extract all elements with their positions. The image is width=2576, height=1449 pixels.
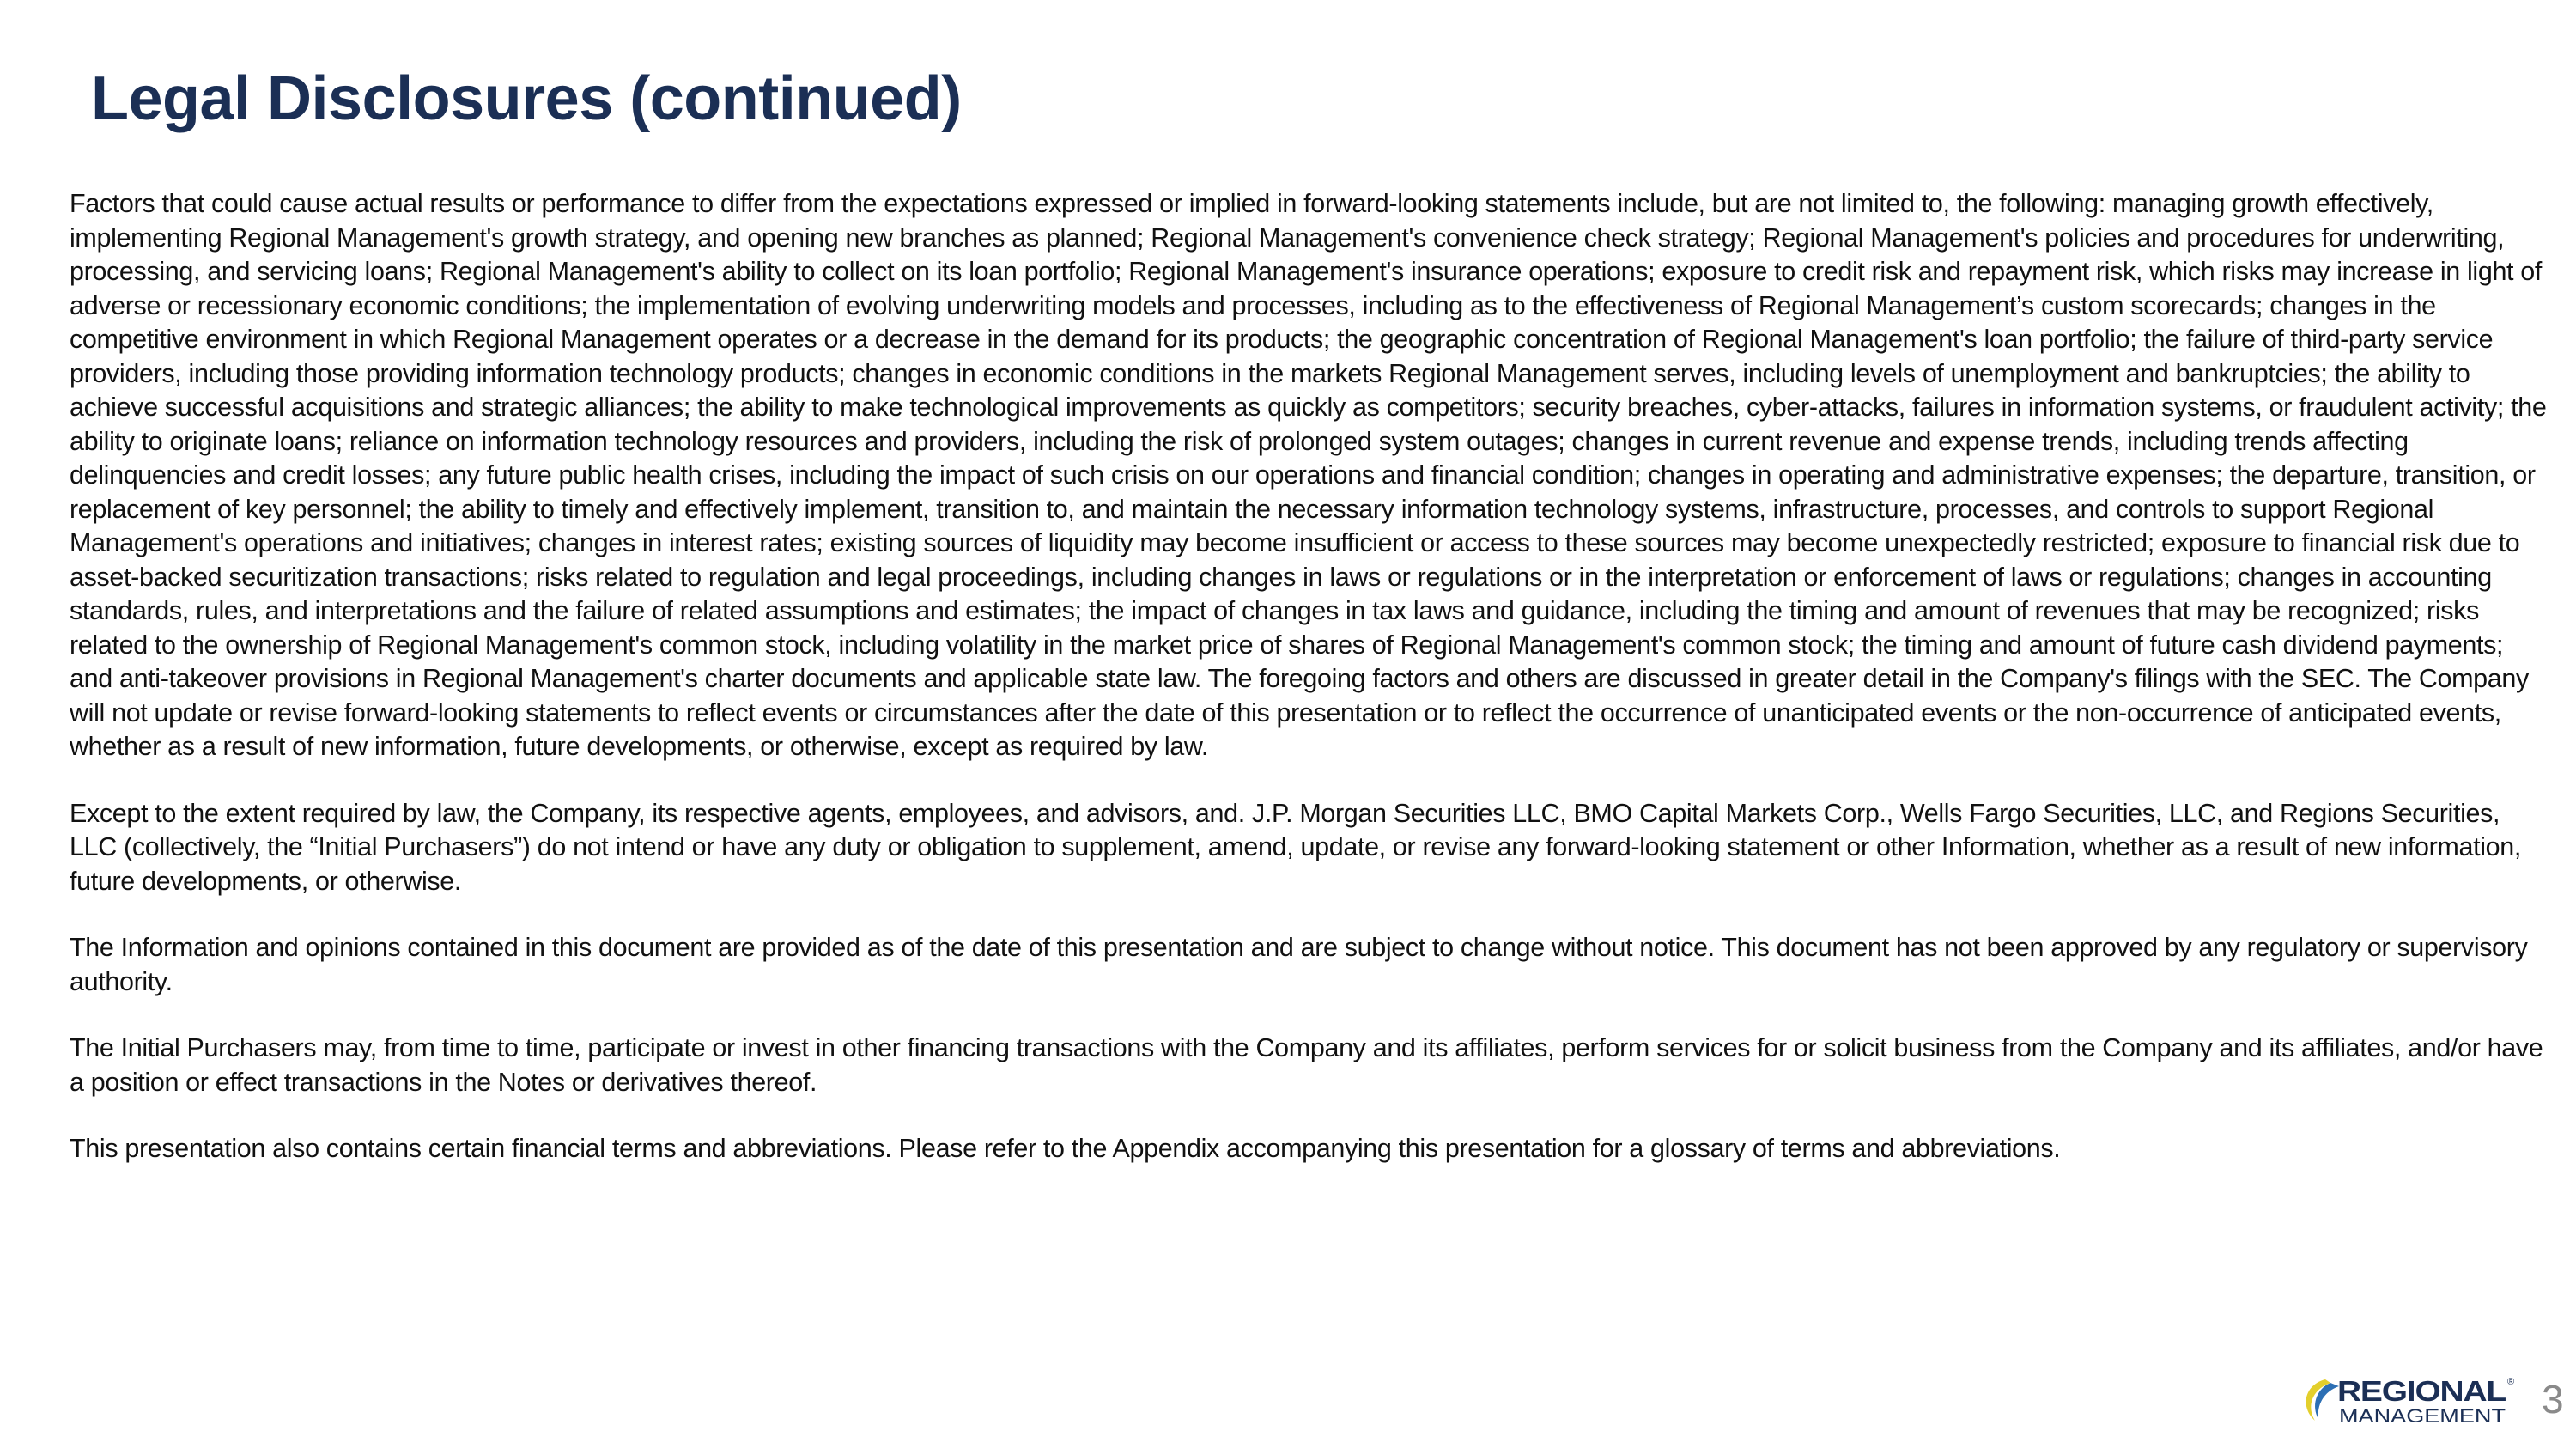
page-number: 3 (2542, 1377, 2564, 1422)
paragraph-glossary-reference: This presentation also contains certain financial terms and abbreviations. Please refer to the Appendix accompanying this presentation for a glossary of terms and abbreviations. (70, 1134, 2061, 1163)
logo-wordmark-top: REGIONAL (2337, 1375, 2506, 1407)
paragraph-initial-purchasers-transactions: The Initial Purchasers may, from time to time, participate or invest in other financing transactions with the Company and its affiliates, perform services for or solicit business from the Company and its affiliates, and/or have a position or effect transactions in the Notes or derivatives thereof. (70, 1033, 2543, 1097)
paragraph-initial-purchasers-no-duty: Except to the extent required by law, the Company, its respective agents, employees, and advisors, and. J.P. Morgan Securities LLC, BMO Capital Markets Corp., Wells Fargo Securities, LLC, and Regions Securities, LLC (collectively, the “Initial Purchasers”) do not intend or have any duty or obligation to supplement, amend, update, or revise any forward-looking statement or other Information, whether as a result of new information, future developments, or otherwise. (70, 798, 2522, 896)
paragraph-forward-looking-factors: Factors that could cause actual results or performance to differ from the expectations expressed or implied in forward-looking statements include, but are not limited to, the following: managing growth effectively, implementing Regional Management's growth strategy, and opening new branches as planned; Regional Management's convenience check strategy; Regional Management's policies and procedures for underwriting, processing, and servicing loans; Regional Management's ability to collect on its loan portfolio; Regional Management's insurance operations; exposure to credit risk and repayment risk, which risks may increase in light of adverse or recessionary economic conditions; the implementation of evolving underwriting models and processes, including as to the effectiveness of Regional Management’s custom scorecards; changes in the competitive environment in which Regional Management operates or a decrease in the demand for its products; the geographic concentration of Regional Management's loan portfolio; the failure of third-party service providers, including those providing information technology products; changes in economic conditions in the markets Regional Management serves, including levels of unemployment and bankruptcies; the ability to achieve successful acquisitions and strategic alliances; the ability to make technological improvements as quickly as competitors; security breaches, cyber-attacks, failures in information systems, or fraudulent activity; the ability to originate loans; reliance on information technology resources and providers, including the risk of prolonged system outages; changes in current revenue and expense trends, including trends affecting delinquencies and credit losses; any future public health crises, including the impact of such crisis on our operations and financial condition; changes in operating and administrative expenses; the departure, transition, or replacement of key personnel; the ability to timely and effectively implement, transition to, and maintain the necessary information technology systems, infrastructure, processes, and controls to support Regional Management's operations and initiatives; changes in interest rates; existing sources of liquidity may become insufficient or access to these sources may become unexpectedly restricted; exposure to financial risk due to asset-backed securitization transactions; risks related to regulation and legal proceedings, including changes in laws or regulations or in the interpretation or enforcement of laws or regulations; changes in accounting standards, rules, and interpretations and the failure of related assumptions and estimates; the impact of changes in tax laws and guidance, including the timing and amount of revenues that may be recognized; risks related to the ownership of Regional Management's common stock, including volatility in the market price of shares of Regional Management's common stock; the timing and amount of future cash dividend payments; and anti-takeover provisions in Regional Management's charter documents and applicable state law. The foregoing factors and others are discussed in greater detail in the Company's filings with the SEC. The Company will not update or revise forward-looking statements to reflect events or circumstances after the date of this presentation or to reflect the occurrence of unanticipated events or the non-occurrence of anticipated events, whether as a result of new information, future developments, or otherwise, except as required by law. (70, 189, 2547, 761)
logo-wordmark-bottom: MANAGEMENT (2339, 1405, 2506, 1426)
paragraph-information-opinions: The Information and opinions contained in this document are provided as of the date of this presentation and are subject to change without notice. This document has not been approved by any regulatory or supervisory authority. (70, 933, 2528, 996)
disclosure-body (70, 187, 2547, 1199)
slide-title: Legal Disclosures (continued) (91, 64, 962, 133)
regional-management-logo (2300, 1373, 2523, 1426)
logo-registered-mark: ® (2507, 1377, 2515, 1387)
